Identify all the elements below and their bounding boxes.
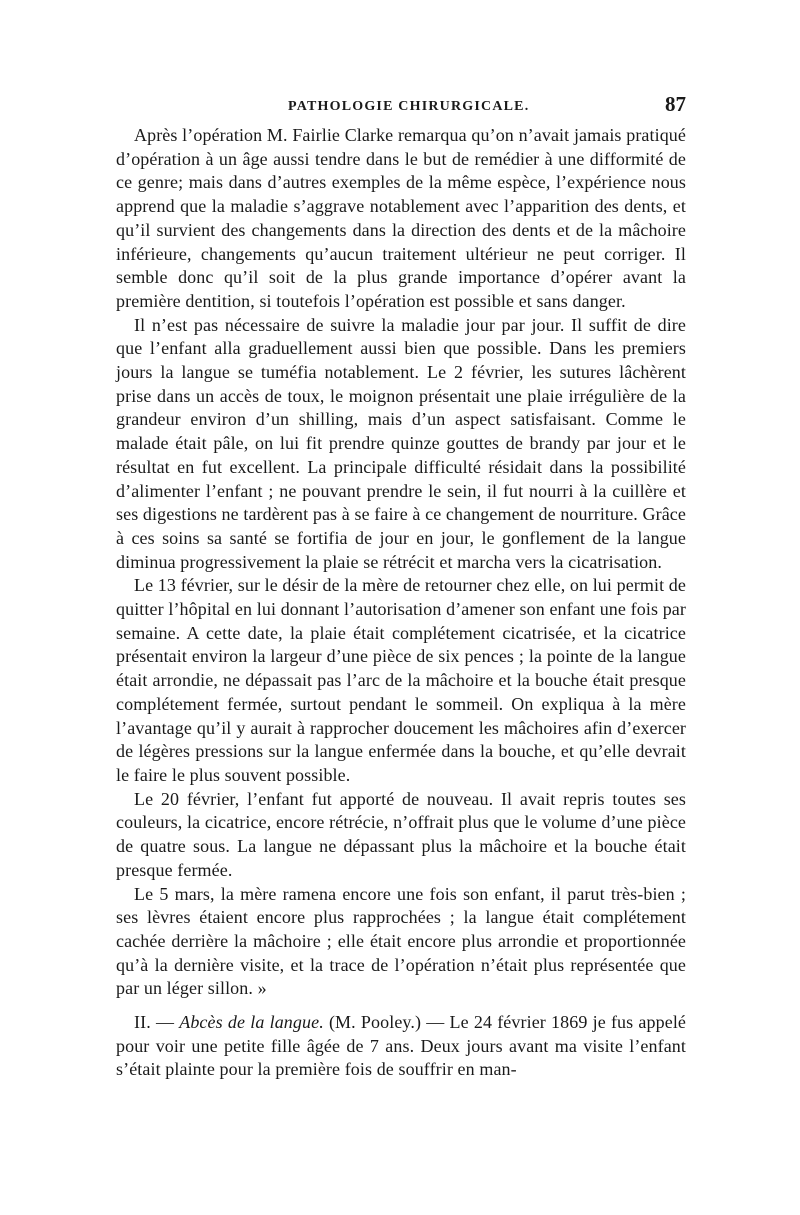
section-number: II. — <box>134 1012 180 1033</box>
body-text <box>116 124 686 1082</box>
section-text: (M. Pooley.) — Le 24 février 1869 je fus appelé pour voir une petite fille âgée de 7 ans. Deux jours avant ma visite l’enfant s’était plainte pour la première fois de souffrir en man- <box>116 1012 687 1080</box>
book-page <box>116 92 686 1082</box>
section-title: Abcès de la langue. <box>179 1012 324 1033</box>
paragraph-february-20: Le 20 février, l’enfant fut apporté de nouveau. Il avait repris toutes ses couleurs, la cicatrice, encore rétrécie, n’offrait plus que le volume d’une pièce de quatre sous. La langue ne dépassant plus la mâchoire et la bouche était presque fermée. <box>116 788 686 880</box>
paragraph-operation: Après l’opération M. Fairlie Clarke remarqua qu’on n’avait jamais pratiqué d’opération à un âge aussi tendre dans le but de remédier à une difformité de ce genre; mais dans d’autres exemples de la même espèce, l’expérience nous apprend que la maladie s’aggrave notablement avec l’apparition des dents, et qu’il survient des changements dans la direction des dents et de la mâchoire inférieure, changements qu’aucun traitement ultérieur ne peut corriger. Il semble donc qu’il soit de la plus grande importance d’opérer avant la première dentition, si toutefois l’opération est possible et sans danger. <box>116 125 686 311</box>
paragraph-progress: Il n’est pas nécessaire de suivre la maladie jour par jour. Il suffit de dire que l’enfant alla graduellement aussi bien que possible. Dans les premiers jours la langue se tuméfia notablement. Le 2 février, les sutures lâchèrent prise dans un accès de toux, le moignon présentait une plaie irrégulière de la grandeur environ d’un shilling, mais d’un aspect satisfaisant. Comme le malade était pâle, on lui fit prendre quinze gouttes de brandy par jour et le résultat en fut excellent. La principale difficulté résidait dans la possibilité d’alimenter l’enfant ; ne pouvant prendre le sein, il fut nourri à la cuillère et ses digestions ne tardèrent pas à se faire à ce changement de nourriture. Grâce à ces soins sa santé se fortifia de jour en jour, le gonflement de la langue diminua progressivement la plaie se rétrécit et marcha vers la cicatrisation. <box>116 314 686 572</box>
paragraph-february-13: Le 13 février, sur le désir de la mère de retourner chez elle, on lui permit de quitter l’hôpital en lui donnant l’autorisation d’amener son enfant une fois par semaine. A cette date, la plaie était complétement cicatrisée, et la cicatrice présentait environ la largeur d’une pièce de six pences ; la pointe de la langue était arrondie, ne dépassait pas l’arc de la mâchoire et la bouche était presque complétement fermée, surtout pendant le sommeil. On expliqua à la mère l’avantage qu’il y aurait à rapprocher doucement les mâchoires afin d’exercer de légères pressions sur la langue enfermée dans la bouche, et qu’elle devrait le faire le plus souvent possible. <box>116 575 686 785</box>
page-number: 87 <box>665 92 686 116</box>
paragraph-abces-de-la-langue <box>116 1011 686 1082</box>
paragraph-march-5: Le 5 mars, la mère ramena encore une fois son enfant, il parut très-bien ; ses lèvres étaient encore plus rapprochées ; la langue était complétement cachée derrière la mâchoire ; elle était encore plus arrondie et proportionnée qu’à la dernière visite, et la trace de l’opération n’était plus représentée que par un léger sillon. » <box>116 883 686 999</box>
running-header <box>116 92 686 122</box>
header-title: PATHOLOGIE CHIRURGICALE. <box>288 99 530 114</box>
